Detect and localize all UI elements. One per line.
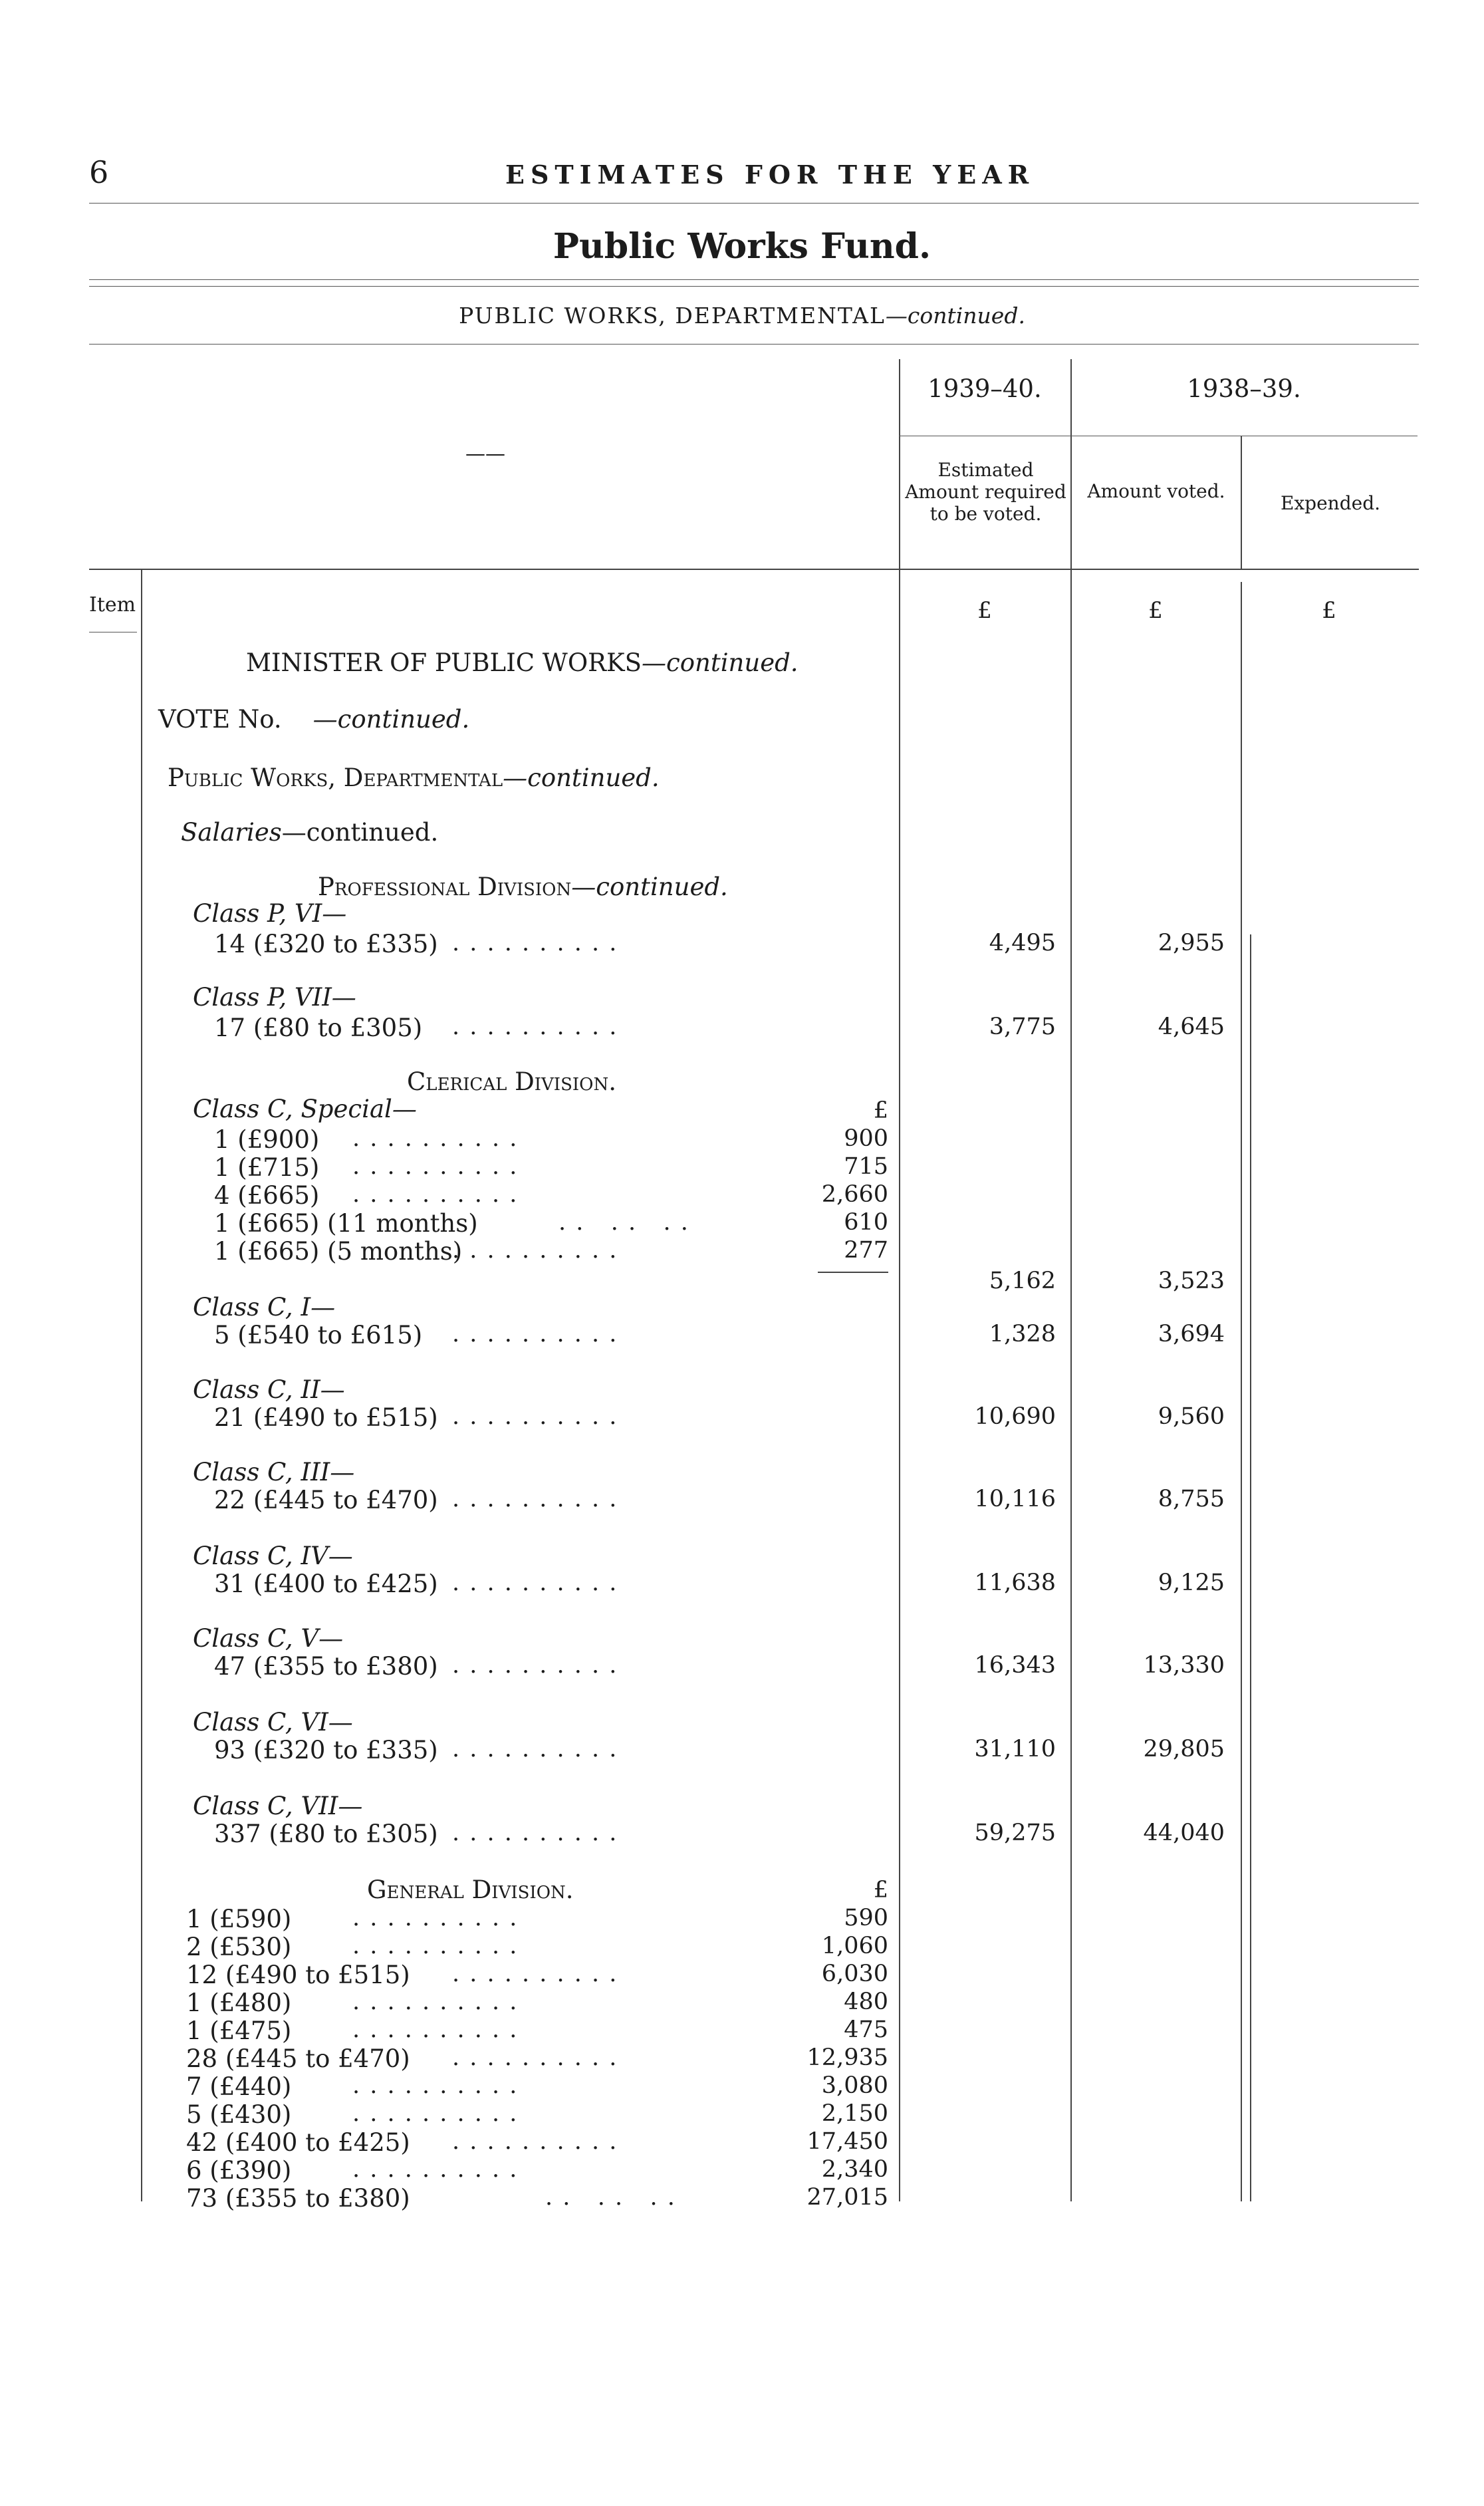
vote-heading-cont: —continued. (312, 705, 470, 734)
estimate-value: 16,343 (974, 1652, 1056, 1679)
general-row-amount: 475 (844, 2017, 888, 2043)
general-heading: General Division. (367, 1876, 574, 1904)
special-row-label: 1 (£665) (5 months) (214, 1237, 463, 1266)
voted-value: 8,755 (1158, 1486, 1225, 1512)
leader-dots: . . . . . . . . . . (452, 2044, 618, 2071)
section-heading (0, 303, 1484, 329)
special-class-title: Class C, Special— (193, 1095, 417, 1123)
general-row-label: 2 (£530) (186, 1933, 292, 1961)
leader-dots: . . . . . . . . . . (352, 2156, 519, 2183)
item-label: Item (89, 593, 136, 617)
class-detail: 93 (£320 to £335) (214, 1736, 438, 1764)
general-row-amount: 12,935 (806, 2044, 888, 2071)
voted-value: 29,805 (1143, 1736, 1225, 1762)
class-detail: 337 (£80 to £305) (214, 1820, 438, 1848)
estimate-value: 4,495 (989, 930, 1056, 956)
class-title: Class P, VII— (193, 983, 356, 1012)
class-title: Class C, V— (193, 1624, 344, 1653)
general-row-amount: 480 (844, 1989, 888, 2015)
leader-dots: . . . . . . . . . . (452, 1570, 618, 1596)
department-heading (168, 764, 660, 792)
section-heading-cont: —continued. (885, 303, 1025, 329)
leader-dots: . . . . . . . . . . (452, 1486, 618, 1512)
rule-header-bottom (89, 569, 1419, 570)
estimate-value: 11,638 (974, 1570, 1056, 1596)
vote-heading-main: VOTE No. (158, 705, 282, 734)
special-subtotal-rule (818, 1272, 888, 1273)
minister-heading-main: MINISTER OF PUBLIC WORKS (246, 648, 642, 677)
leader-dots: . . . . . . . . . . (352, 1181, 519, 1208)
leader-dots: . . . . . . . . . . (452, 1237, 618, 1264)
class-title: Class C, III— (193, 1458, 355, 1486)
leader-dots: . . . . . . (545, 2184, 676, 2211)
salaries-heading-cont: —continued. (281, 818, 439, 847)
leader-dots: . . . . . . . . . . (352, 1989, 519, 2015)
professional-heading-main: Professional Division (318, 873, 572, 901)
department-heading-cont: —continued. (503, 764, 660, 792)
special-row-amount: 715 (844, 1153, 888, 1180)
class-title: Class C, VII— (193, 1792, 363, 1820)
leader-dots: . . . . . . . . . . (452, 1321, 618, 1347)
item-divider (141, 569, 142, 2201)
general-row-amount: 17,450 (806, 2128, 888, 2155)
class-detail: 47 (£355 to £380) (214, 1652, 438, 1681)
general-row-label: 12 (£490 to £515) (186, 1961, 410, 1989)
professional-heading-cont: —continued. (571, 873, 728, 901)
general-row-label: 1 (£590) (186, 1905, 292, 1933)
rule-fund-1 (89, 279, 1419, 280)
general-row-label: 73 (£355 to £380) (186, 2184, 410, 2213)
col-expended: Expended. (1280, 492, 1381, 514)
leader-dots: . . . . . . . . . . (452, 2128, 618, 2155)
col-divider-expended (1241, 582, 1242, 2201)
leader-dots: . . . . . . . . . . (452, 1820, 618, 1846)
fund-title: Public Works Fund. (553, 226, 931, 267)
department-heading-main: Public Works, Departmental (168, 764, 503, 792)
special-row-label: 1 (£665) (11 months) (214, 1209, 478, 1238)
general-row-label: 1 (£475) (186, 2017, 292, 2045)
voted-value: 9,560 (1158, 1403, 1225, 1430)
class-detail: 14 (£320 to £335) (214, 930, 438, 958)
voted-value: 2,955 (1158, 930, 1225, 956)
general-row-label: 5 (£430) (186, 2100, 292, 2129)
estimate-value: 1,328 (989, 1321, 1056, 1347)
class-title: Class C, IV— (193, 1542, 353, 1570)
class-detail: 22 (£445 to £470) (214, 1486, 438, 1514)
rule-fund-2 (89, 286, 1419, 287)
leader-dots: . . . . . . . . . . (352, 2100, 519, 2127)
leader-dots: . . . . . . . . . . (452, 930, 618, 956)
estimate-value: 10,116 (974, 1486, 1056, 1512)
special-row-label: 4 (£665) (214, 1181, 320, 1210)
salaries-heading (181, 818, 438, 847)
special-currency: £ (873, 1097, 888, 1124)
leader-dots: . . . . . . . . . . (452, 1652, 618, 1679)
general-row-amount: 1,060 (821, 1933, 888, 1959)
currency-voted: £ (1148, 597, 1163, 624)
section-heading-main: PUBLIC WORKS, DEPARTMENTAL (459, 303, 886, 329)
professional-heading (318, 873, 728, 901)
leader-dots: . . . . . . . . . . (352, 2072, 519, 2099)
special-row-amount: 2,660 (821, 1181, 888, 1208)
general-row-amount: 3,080 (821, 2072, 888, 2099)
class-title: Class C, II— (193, 1375, 345, 1404)
estimate-value: 59,275 (974, 1820, 1056, 1846)
general-row-label: 28 (£445 to £470) (186, 2044, 410, 2073)
leader-dots: . . . . . . . . . . (352, 2017, 519, 2043)
special-row-amount: 277 (844, 1237, 888, 1264)
class-title: Class C, I— (193, 1293, 336, 1322)
col-divider-expended-inner (1250, 934, 1251, 2201)
col-divider-expended-head (1241, 436, 1242, 569)
special-row-amount: 900 (844, 1125, 888, 1152)
general-row-amount: 6,030 (821, 1961, 888, 1987)
description-dash: —— (465, 442, 505, 466)
estimate-value: 3,775 (989, 1014, 1056, 1040)
special-estimate-total: 5,162 (989, 1268, 1056, 1294)
general-row-amount: 2,150 (821, 2100, 888, 2127)
special-row-label: 1 (£900) (214, 1125, 320, 1154)
col-voted: Amount voted. (1087, 480, 1225, 502)
leader-dots: . . . . . . . . . . (452, 1403, 618, 1430)
class-detail: 5 (£540 to £615) (214, 1321, 423, 1349)
class-detail: 21 (£490 to £515) (214, 1403, 438, 1432)
general-row-amount: 590 (844, 1905, 888, 1931)
year-current: 1939–40. (928, 374, 1042, 403)
general-row-label: 7 (£440) (186, 2072, 292, 2101)
voted-value: 44,040 (1143, 1820, 1225, 1846)
voted-value: 4,645 (1158, 1014, 1225, 1040)
class-detail: 17 (£80 to £305) (214, 1014, 423, 1042)
general-row-amount: 2,340 (821, 2156, 888, 2183)
leader-dots: . . . . . . (558, 1209, 689, 1236)
class-title: Class C, VI— (193, 1708, 353, 1737)
general-currency: £ (873, 1877, 888, 1903)
year-previous: 1938–39. (1187, 374, 1301, 403)
class-detail: 31 (£400 to £425) (214, 1570, 438, 1598)
currency-expended: £ (1322, 597, 1336, 624)
leader-dots: . . . . . . . . . . (452, 1736, 618, 1762)
salaries-heading-main: Salaries (181, 818, 282, 847)
leader-dots: . . . . . . . . . . (452, 1014, 618, 1040)
general-row-amount: 27,015 (806, 2184, 888, 2211)
estimate-value: 10,690 (974, 1403, 1056, 1430)
rule-section (89, 344, 1419, 345)
clerical-heading: Clerical Division. (407, 1067, 616, 1096)
col-estimated: Estimated Amount required to be voted. (905, 459, 1066, 525)
leader-dots: . . . . . . . . . . (352, 1125, 519, 1152)
voted-value: 9,125 (1158, 1570, 1225, 1596)
special-row-amount: 610 (844, 1209, 888, 1236)
leader-dots: . . . . . . . . . . (352, 1153, 519, 1180)
running-title: ESTIMATES FOR THE YEAR (505, 160, 1035, 190)
class-title: Class P, VI— (193, 899, 347, 928)
general-row-label: 1 (£480) (186, 1989, 292, 2017)
leader-dots: . . . . . . . . . . (452, 1961, 618, 1987)
vote-heading (158, 705, 469, 734)
general-row-label: 42 (£400 to £425) (186, 2128, 410, 2157)
minister-heading-cont: —continued. (642, 648, 799, 677)
estimate-value: 31,110 (974, 1736, 1056, 1762)
minister-heading (246, 648, 799, 677)
leader-dots: . . . . . . . . . . (352, 1905, 519, 1931)
currency-estimated: £ (977, 597, 992, 624)
rule-top (89, 203, 1419, 204)
general-row-label: 6 (£390) (186, 2156, 292, 2185)
special-row-label: 1 (£715) (214, 1153, 320, 1182)
voted-value: 13,330 (1143, 1652, 1225, 1679)
leader-dots: . . . . . . . . . . (352, 1933, 519, 1959)
voted-value: 3,694 (1158, 1321, 1225, 1347)
page-number: 6 (89, 154, 109, 190)
special-voted-total: 3,523 (1158, 1268, 1225, 1294)
